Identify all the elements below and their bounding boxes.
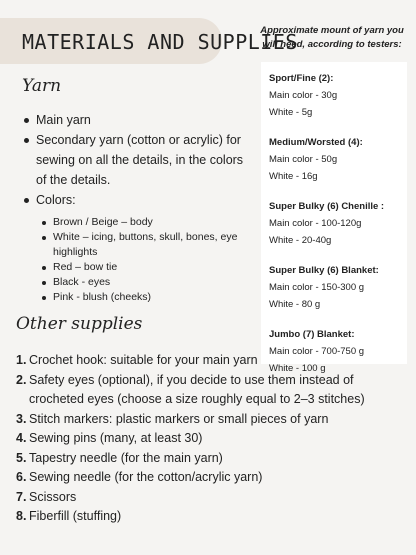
group-title: Jumbo (7) Blanket: — [269, 329, 355, 340]
yarn-amount-note: Approximate mount of yarn you will need, according to testers: — [260, 25, 404, 50]
main-color-amount: Main color - 700-750 g — [269, 346, 365, 357]
list-item: Brown / Beige – body — [40, 215, 250, 230]
yarn-weight-group — [269, 198, 399, 249]
list-item: Main yarn — [22, 110, 252, 130]
supplies-list — [16, 351, 408, 527]
supplies-heading: Other supplies — [16, 314, 143, 334]
yarn-weight-group — [269, 70, 399, 121]
page-title: MATERIALS AND SUPPLIES — [22, 30, 298, 54]
list-item: 4. Sewing pins (many, at least 30) — [16, 431, 203, 445]
list-item: 8. Fiberfill (stuffing) — [16, 509, 122, 523]
white-amount: White - 5g — [269, 107, 313, 118]
white-amount: White - 16g — [269, 171, 318, 182]
list-item: Colors: — [22, 190, 252, 210]
main-color-amount: Main color - 30g — [269, 90, 338, 101]
list-item: Black - eyes — [40, 275, 250, 290]
group-title: Sport/Fine (2): — [269, 73, 334, 84]
yarn-amounts-card — [261, 62, 407, 374]
list-item: 1. Crochet hook: suitable for your main yarn — [16, 353, 258, 367]
white-amount: White - 20-40g — [269, 235, 332, 246]
list-item: 6. Sewing needle (for the cotton/acrylic yarn) — [16, 470, 263, 484]
list-item: 7. Scissors — [16, 489, 77, 504]
list-item: White – icing, buttons, skull, bones, eye highlights — [40, 230, 250, 260]
yarn-weight-group — [269, 262, 399, 313]
yarn-weight-group — [269, 134, 399, 185]
group-title: Medium/Worsted (4): — [269, 137, 363, 148]
yarn-list — [22, 110, 252, 210]
list-item: Secondary yarn (cotton or acrylic) for sewing on all the details, in the colors of the details. — [22, 130, 252, 190]
list-item: 5. Tapestry needle (for the main yarn) — [16, 450, 223, 465]
yarn-heading: Yarn — [22, 76, 62, 96]
white-amount: White - 80 g — [269, 299, 321, 310]
list-item: Pink - blush (cheeks) — [40, 290, 250, 305]
list-item: 3. Stitch markers: plastic markers or small pieces of yarn — [16, 411, 329, 426]
list-item: Red – bow tie — [40, 260, 250, 275]
main-color-amount: Main color - 100-120g — [269, 218, 362, 229]
list-item: 2. Safety eyes (optional), if you decide to use them instead of crocheted eyes (choose a size roughly equal to 2–3 stitches) — [16, 372, 365, 406]
white-amount: White - 100 g — [269, 363, 326, 374]
group-title: Super Bulky (6) Blanket: — [269, 265, 379, 276]
colors-list — [40, 215, 250, 305]
yarn-weight-group — [269, 326, 399, 377]
group-title: Super Bulky (6) Chenille : — [269, 201, 385, 212]
main-color-amount: Main color - 150-300 g — [269, 282, 365, 293]
main-color-amount: Main color - 50g — [269, 154, 338, 165]
